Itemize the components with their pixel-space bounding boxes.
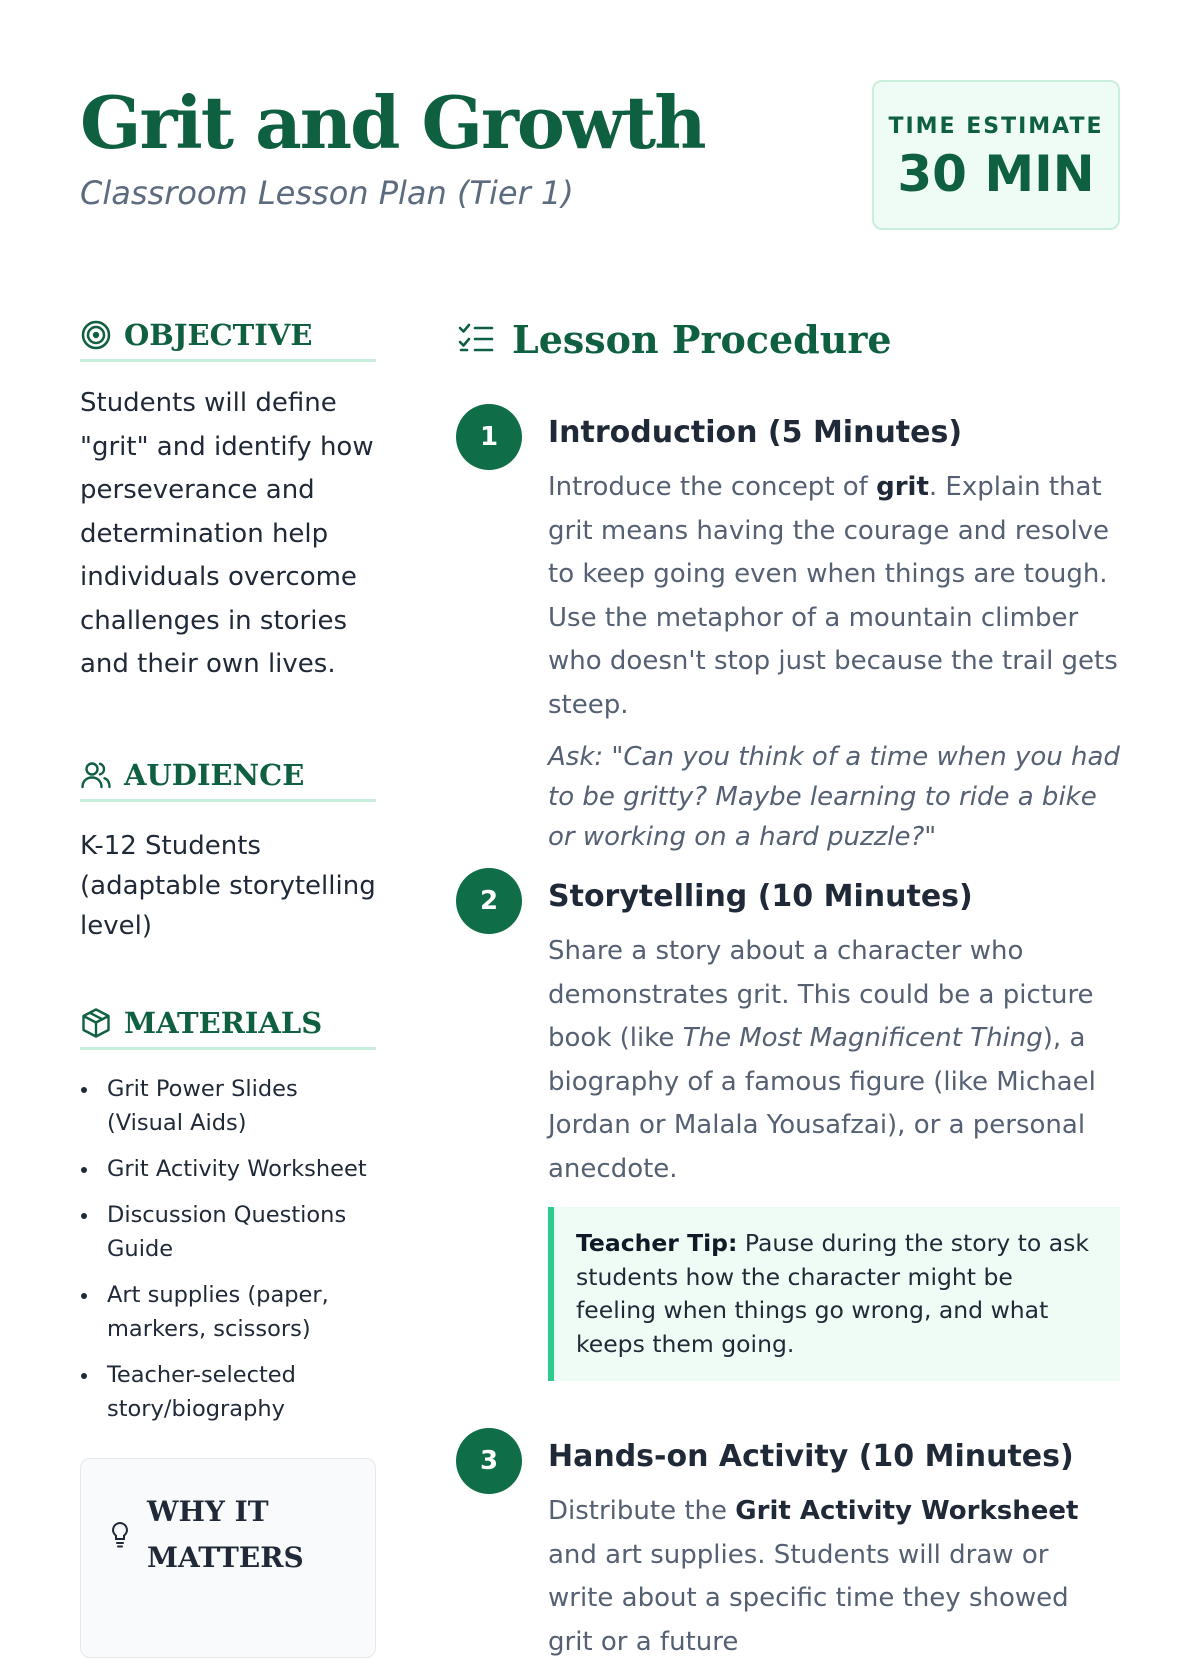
page-subtitle: Classroom Lesson Plan (Tier 1) [80,174,574,212]
procedure-heading-label: Lesson Procedure [512,316,892,362]
materials-heading-label: MATERIALS [124,1005,323,1040]
objective-text: Students will define "grit" and identify how perseverance and determination help individuals overcome challenges in stories and their own lives. [80,388,374,679]
step-content [548,868,1120,1381]
step-question: Ask: "Can you think of a time when you had to be gritty? Maybe learning to ride a bike or working on a hard puzzle?" [548,742,1120,852]
audience-section [80,756,376,946]
materials-heading [80,1004,376,1050]
list-item: Teacher-selected story/biography [80,1358,376,1426]
procedure-heading [456,316,1120,362]
lesson-header [80,78,1120,238]
page-title: Grit and Growth [80,80,705,165]
why-it-matters-card [80,1458,376,1658]
checklist-icon [456,319,496,359]
audience-heading [80,756,376,802]
teacher-tip-callout [548,1207,1120,1381]
step-description: Introduce the concept of grit. Explain that grit means having the courage and resolve to keep going even when things are tough. Use the metaphor of a mountain climber who doesn't stop just because the trail gets steep. [548,472,1118,720]
audience-text: K-12 Students (adaptable storytelling level) [80,831,376,941]
target-icon [80,319,112,351]
step-description: Distribute the Grit Activity Worksheet and art supplies. Students will draw or write about a specific time they showed grit or a future [548,1496,1079,1657]
step-number-badge: 2 [456,868,522,934]
step-content [548,1428,1120,1664]
list-item: Grit Activity Worksheet [80,1152,376,1186]
teacher-tip-label: Teacher Tip: [576,1229,738,1257]
objective-heading-label: OBJECTIVE [124,317,313,352]
sidebar [80,316,376,1438]
objective-heading [80,316,376,362]
package-icon [80,1007,112,1039]
step-description: Share a story about a character who demonstrates grit. This could be a picture book (like The Most Magnificent Thing), a biography of a famous figure (like Michael Jordan or Malala Yousafzai), or a personal anecdote. [548,936,1096,1184]
step-title: Storytelling (10 Minutes) [548,879,973,914]
users-icon [80,759,112,791]
time-estimate-badge [872,80,1120,230]
step-content [548,404,1120,857]
list-item: Grit Power Slides (Visual Aids) [80,1072,376,1140]
materials-list [80,1072,376,1426]
time-estimate-label: TIME ESTIMATE [888,114,1104,139]
materials-section [80,1004,376,1426]
procedure-section [456,316,1120,362]
lightbulb-icon [107,1519,133,1553]
step-title: Hands-on Activity (10 Minutes) [548,1439,1074,1474]
time-estimate-value: 30 MIN [897,145,1095,203]
step-title: Introduction (5 Minutes) [548,415,963,450]
step-number-badge: 1 [456,404,522,470]
why-it-matters-heading: WHY IT MATTERS [147,1495,304,1574]
step-number-badge: 3 [456,1428,522,1494]
list-item: Art supplies (paper, markers, scissors) [80,1278,376,1346]
list-item: Discussion Questions Guide [80,1198,376,1266]
teacher-tip-text: Pause during the story to ask students how the character might be feeling when things go wrong, and what keeps them going. [576,1229,1089,1358]
objective-section [80,316,376,718]
audience-heading-label: AUDIENCE [124,757,305,792]
